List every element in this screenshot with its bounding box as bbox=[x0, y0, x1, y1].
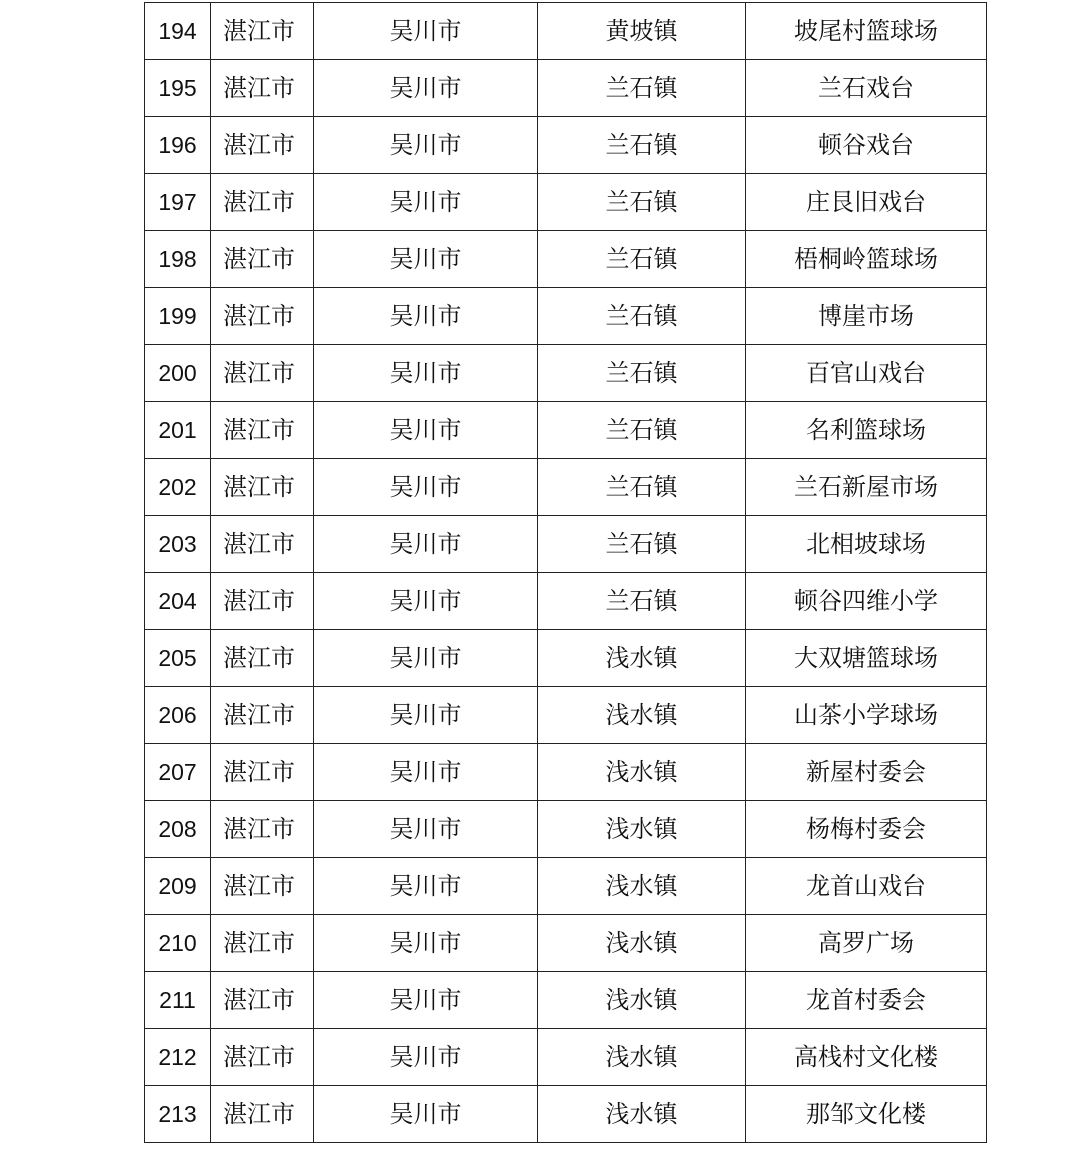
county-cell: 吴川市 bbox=[314, 459, 538, 516]
row-number-cell: 210 bbox=[145, 915, 211, 972]
town-cell: 兰石镇 bbox=[538, 402, 746, 459]
row-number-cell: 195 bbox=[145, 60, 211, 117]
town-cell: 兰石镇 bbox=[538, 459, 746, 516]
table-row bbox=[145, 744, 987, 801]
county-cell: 吴川市 bbox=[314, 60, 538, 117]
venue-cell: 庄艮旧戏台 bbox=[746, 174, 987, 231]
table-row bbox=[145, 516, 987, 573]
table-row bbox=[145, 345, 987, 402]
town-cell: 兰石镇 bbox=[538, 174, 746, 231]
table-body bbox=[145, 3, 987, 1143]
table-row bbox=[145, 915, 987, 972]
venue-cell: 顿谷戏台 bbox=[746, 117, 987, 174]
venue-cell: 杨梅村委会 bbox=[746, 801, 987, 858]
row-number-cell: 212 bbox=[145, 1029, 211, 1086]
county-cell: 吴川市 bbox=[314, 231, 538, 288]
row-number-cell: 207 bbox=[145, 744, 211, 801]
city-cell: 湛江市 bbox=[211, 288, 314, 345]
city-cell: 湛江市 bbox=[211, 1029, 314, 1086]
city-cell: 湛江市 bbox=[211, 402, 314, 459]
county-cell: 吴川市 bbox=[314, 972, 538, 1029]
venue-cell: 大双塘篮球场 bbox=[746, 630, 987, 687]
town-cell: 兰石镇 bbox=[538, 573, 746, 630]
table-row bbox=[145, 687, 987, 744]
row-number-cell: 205 bbox=[145, 630, 211, 687]
table-row bbox=[145, 573, 987, 630]
county-cell: 吴川市 bbox=[314, 288, 538, 345]
row-number-cell: 203 bbox=[145, 516, 211, 573]
county-cell: 吴川市 bbox=[314, 3, 538, 60]
city-cell: 湛江市 bbox=[211, 915, 314, 972]
table-row bbox=[145, 117, 987, 174]
venue-cell: 龙首山戏台 bbox=[746, 858, 987, 915]
row-number-cell: 209 bbox=[145, 858, 211, 915]
town-cell: 黄坡镇 bbox=[538, 3, 746, 60]
city-cell: 湛江市 bbox=[211, 858, 314, 915]
city-cell: 湛江市 bbox=[211, 459, 314, 516]
venue-cell: 龙首村委会 bbox=[746, 972, 987, 1029]
city-cell: 湛江市 bbox=[211, 174, 314, 231]
county-cell: 吴川市 bbox=[314, 915, 538, 972]
city-cell: 湛江市 bbox=[211, 744, 314, 801]
county-cell: 吴川市 bbox=[314, 516, 538, 573]
row-number-cell: 202 bbox=[145, 459, 211, 516]
city-cell: 湛江市 bbox=[211, 516, 314, 573]
row-number-cell: 198 bbox=[145, 231, 211, 288]
town-cell: 兰石镇 bbox=[538, 345, 746, 402]
county-cell: 吴川市 bbox=[314, 858, 538, 915]
venue-cell: 新屋村委会 bbox=[746, 744, 987, 801]
town-cell: 兰石镇 bbox=[538, 60, 746, 117]
table-row bbox=[145, 630, 987, 687]
table-row bbox=[145, 1029, 987, 1086]
county-cell: 吴川市 bbox=[314, 117, 538, 174]
city-cell: 湛江市 bbox=[211, 60, 314, 117]
table-row bbox=[145, 288, 987, 345]
county-cell: 吴川市 bbox=[314, 402, 538, 459]
county-cell: 吴川市 bbox=[314, 630, 538, 687]
table-row bbox=[145, 801, 987, 858]
county-cell: 吴川市 bbox=[314, 174, 538, 231]
row-number-cell: 204 bbox=[145, 573, 211, 630]
row-number-cell: 213 bbox=[145, 1086, 211, 1143]
county-cell: 吴川市 bbox=[314, 744, 538, 801]
county-cell: 吴川市 bbox=[314, 801, 538, 858]
county-cell: 吴川市 bbox=[314, 1086, 538, 1143]
venue-cell: 那邹文化楼 bbox=[746, 1086, 987, 1143]
town-cell: 浅水镇 bbox=[538, 1029, 746, 1086]
venue-cell: 坡尾村篮球场 bbox=[746, 3, 987, 60]
table-row bbox=[145, 174, 987, 231]
venue-cell: 名利篮球场 bbox=[746, 402, 987, 459]
venue-cell: 梧桐岭篮球场 bbox=[746, 231, 987, 288]
row-number-cell: 200 bbox=[145, 345, 211, 402]
row-number-cell: 196 bbox=[145, 117, 211, 174]
city-cell: 湛江市 bbox=[211, 3, 314, 60]
venue-cell: 山茶小学球场 bbox=[746, 687, 987, 744]
venue-cell: 顿谷四维小学 bbox=[746, 573, 987, 630]
town-cell: 浅水镇 bbox=[538, 687, 746, 744]
table-row bbox=[145, 1086, 987, 1143]
county-cell: 吴川市 bbox=[314, 345, 538, 402]
city-cell: 湛江市 bbox=[211, 345, 314, 402]
venue-cell: 北相坡球场 bbox=[746, 516, 987, 573]
town-cell: 兰石镇 bbox=[538, 288, 746, 345]
table-row bbox=[145, 231, 987, 288]
city-cell: 湛江市 bbox=[211, 117, 314, 174]
town-cell: 浅水镇 bbox=[538, 915, 746, 972]
venue-table bbox=[144, 2, 987, 1143]
city-cell: 湛江市 bbox=[211, 231, 314, 288]
city-cell: 湛江市 bbox=[211, 573, 314, 630]
town-cell: 兰石镇 bbox=[538, 231, 746, 288]
row-number-cell: 197 bbox=[145, 174, 211, 231]
city-cell: 湛江市 bbox=[211, 972, 314, 1029]
row-number-cell: 211 bbox=[145, 972, 211, 1029]
table-row bbox=[145, 459, 987, 516]
city-cell: 湛江市 bbox=[211, 687, 314, 744]
row-number-cell: 206 bbox=[145, 687, 211, 744]
venue-cell: 兰石新屋市场 bbox=[746, 459, 987, 516]
town-cell: 浅水镇 bbox=[538, 801, 746, 858]
table-row bbox=[145, 3, 987, 60]
table-row bbox=[145, 858, 987, 915]
town-cell: 兰石镇 bbox=[538, 516, 746, 573]
row-number-cell: 199 bbox=[145, 288, 211, 345]
venue-cell: 博崖市场 bbox=[746, 288, 987, 345]
city-cell: 湛江市 bbox=[211, 801, 314, 858]
town-cell: 浅水镇 bbox=[538, 744, 746, 801]
town-cell: 浅水镇 bbox=[538, 1086, 746, 1143]
city-cell: 湛江市 bbox=[211, 630, 314, 687]
venue-cell: 兰石戏台 bbox=[746, 60, 987, 117]
county-cell: 吴川市 bbox=[314, 1029, 538, 1086]
venue-cell: 高栈村文化楼 bbox=[746, 1029, 987, 1086]
row-number-cell: 201 bbox=[145, 402, 211, 459]
county-cell: 吴川市 bbox=[314, 687, 538, 744]
table-row bbox=[145, 972, 987, 1029]
town-cell: 浅水镇 bbox=[538, 858, 746, 915]
venue-cell: 百官山戏台 bbox=[746, 345, 987, 402]
table-row bbox=[145, 402, 987, 459]
table-row bbox=[145, 60, 987, 117]
town-cell: 兰石镇 bbox=[538, 117, 746, 174]
town-cell: 浅水镇 bbox=[538, 972, 746, 1029]
row-number-cell: 194 bbox=[145, 3, 211, 60]
city-cell: 湛江市 bbox=[211, 1086, 314, 1143]
row-number-cell: 208 bbox=[145, 801, 211, 858]
town-cell: 浅水镇 bbox=[538, 630, 746, 687]
county-cell: 吴川市 bbox=[314, 573, 538, 630]
venue-cell: 高罗广场 bbox=[746, 915, 987, 972]
